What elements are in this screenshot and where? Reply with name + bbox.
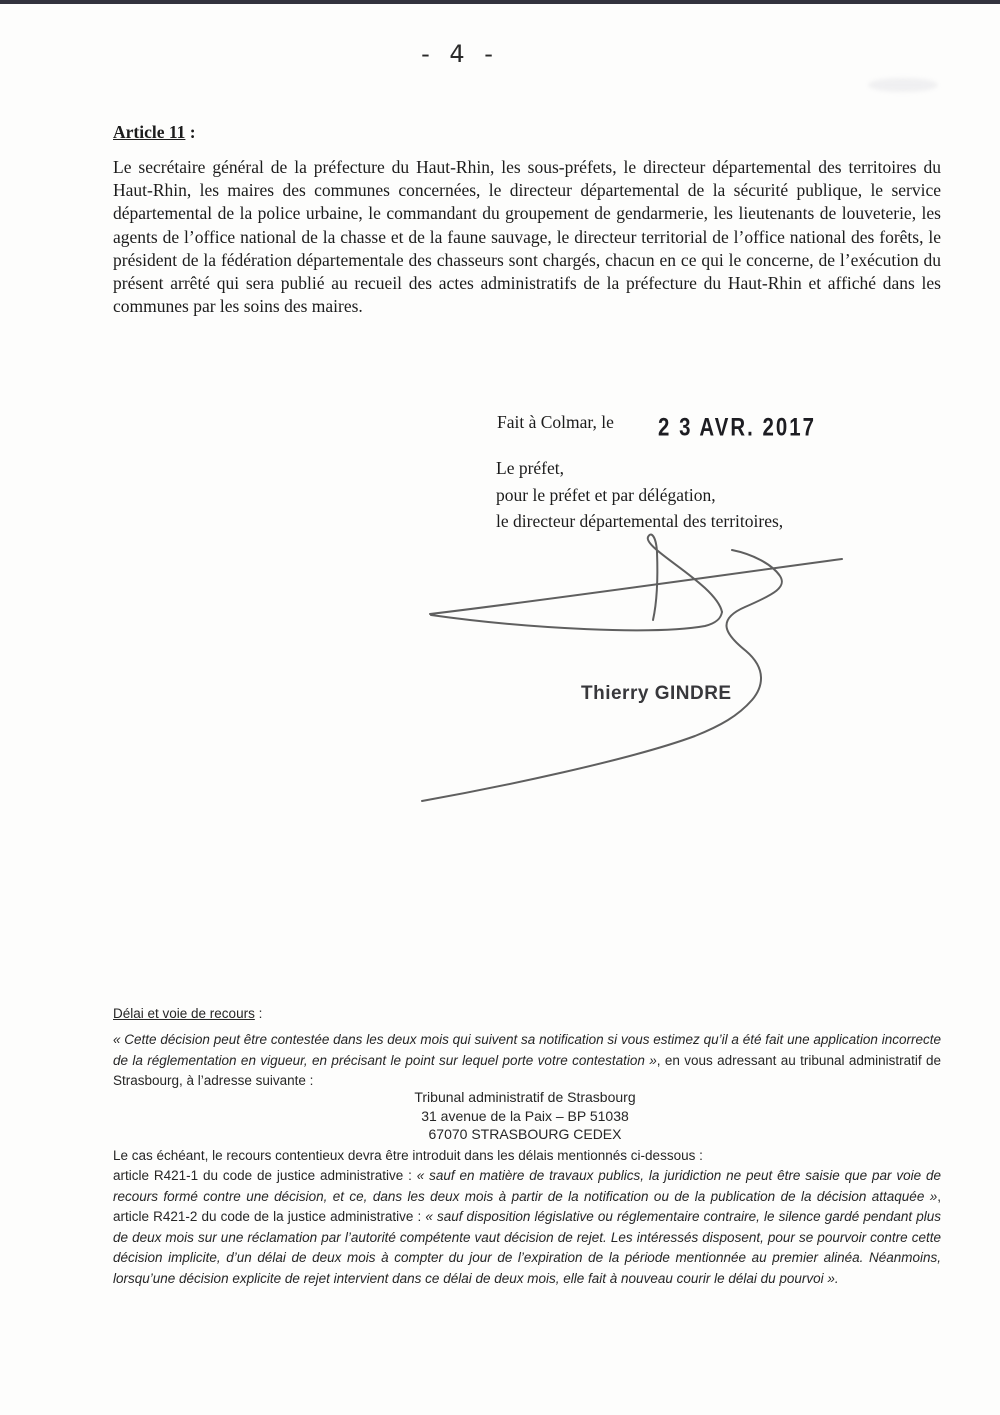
closing-line-prefet: Le préfet, [496, 458, 565, 478]
place-date-line: Fait à Colmar, le [497, 412, 614, 432]
recourse-paragraph-1: « Cette décision peut être contestée dans les deux mois qui suivent sa notification si vous estimez qu’il a été fait une application incorrecte de la réglementation en vigueur, en précisant le point sur lequel porte votre contestation », en vous adressant au tribunal administratif de Strasbourg, à l’adresse suivante : [113, 1032, 941, 1088]
article-heading [113, 122, 196, 143]
date-stamp: 2 3 AVR. 2017 [658, 414, 817, 442]
tribunal-address-line-2: 31 avenue de la Paix – BP 51038 [421, 1107, 629, 1124]
article-body: Le secrétaire général de la préfecture du Haut-Rhin, les sous-préfets, le directeur départemental des territoires du Haut-Rhin, les maires des communes concernées, le directeur départemental de la sécurité publique, le service départemental de la police urbaine, le commandant du groupement de gendarmerie, les lieutenants de louveterie, les agents de l’office national de la chasse et de la faune sauvage, le directeur territorial de l’office national des forêts, le président de la fédération départementale des chasseurs sont chargés, chacun en ce qui le concerne, de l’exécution du présent arrêté qui sera publié au recueil des actes administratifs de la préfecture du Haut-Rhin et affiché dans les communes par les soins des maires. [113, 157, 941, 317]
scan-smudge-artifact [868, 78, 938, 92]
article-heading-colon: : [185, 122, 196, 142]
scan-edge-artifact [0, 0, 1000, 4]
recourse-heading-colon: : [254, 1006, 263, 1021]
closing-line-directeur: le directeur départemental des territoires, [496, 511, 784, 531]
signature-image [400, 530, 850, 810]
page-number: - 4 - [421, 40, 499, 68]
tribunal-address [350, 1088, 700, 1144]
tribunal-address-line-1: Tribunal administratif de Strasbourg [414, 1089, 636, 1105]
signatory-name: Thierry GINDRE [581, 683, 732, 704]
recourse-heading-text: Délai et voie de recours [113, 1006, 255, 1021]
article-heading-text: Article 11 [113, 122, 186, 142]
recourse-paragraph-2: article R421-1 du code de justice administrative : « sauf en matière de travaux publics, la juridiction ne peut être saisie que par voie de recours formé contre une décision, et ce, dans les deux mois à partir de la notification ou de la publication de la décision attaquée », article R421-2 du code de la justice administrative : « sauf disposition législative ou réglementaire contraire, le silence gardé pendant plus de deux mois sur une réclamation par l’autorité compétente vaut décision de rejet. Les intéressés disposent, pour se pourvoir contre cette décision implicite, d’un délai de deux mois à compter du jour de l’expiration de la période mentionnée au premier alinéa. Néanmoins, lorsqu’une décision explicite de rejet intervient dans ce délai de deux mois, elle fait à nouveau courir le délai du pourvoi ». [113, 1168, 942, 1286]
recourse-intro-line: Le cas échéant, le recours contentieux devra être introduit dans les délais mentionnés ci-dessous : [113, 1148, 703, 1163]
recourse-heading [113, 1006, 262, 1021]
closing-line-delegation: pour le préfet et par délégation, [496, 484, 716, 505]
tribunal-address-line-3: 67070 STRASBOURG CEDEX [428, 1126, 622, 1142]
closing-block [496, 455, 783, 535]
